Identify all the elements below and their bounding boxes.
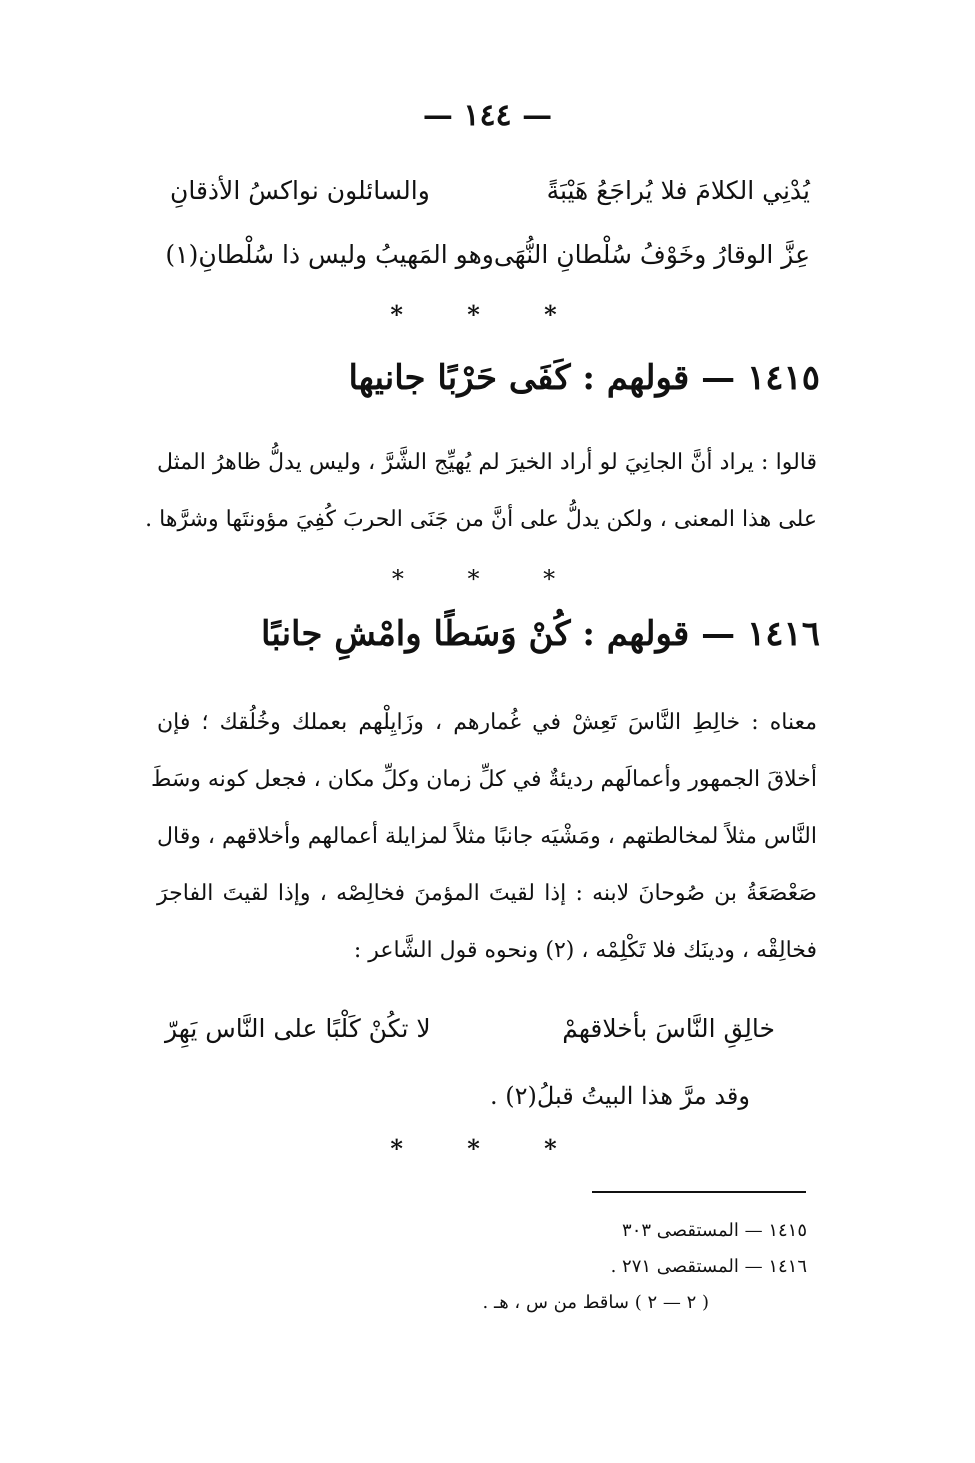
- verse-first-hemistich: خالِقِ النَّاسَ بأخلاقهمْ: [562, 1013, 775, 1043]
- verse-line: [165, 1006, 775, 1050]
- entry-heading-1416: ١٤١٦ — قولهم : كُنْ وَسَطًا وامْشِ جانبًا: [260, 614, 820, 654]
- text-line: قالوا : يراد أنَّ الجانِيَ لو أراد الخيرَ لم يُهيِّج الشَّرَّ ، وليس يدلُّ ظاهرُ المثل: [157, 450, 817, 475]
- section-separator: * * *: [391, 565, 584, 593]
- entry-text-1416: [150, 694, 817, 979]
- text-line: على هذا المعنى ، ولكن يدلُّ على أنَّ من جَنَى الحربَ كُفِيَ مؤونتَها وشرَّها .: [145, 507, 817, 532]
- verse-second-hemistich: لا تكُنْ كَلْبًا على النَّاس يَهِرّ: [165, 1013, 431, 1043]
- verse-second-hemistich: وهو المَهيبُ وليس ذا سُلْطانِ(١): [165, 239, 494, 269]
- text-line: النَّاس مثلاً لمخالطتهم ، ومَشْيَه جانبًا مثلاً لمزايلة أعمالهم وأخلاقهم ، وقال: [157, 824, 817, 849]
- footnote-rule: [592, 1191, 806, 1193]
- verse-first-hemistich: عِزَّ الوقارُ وخَوْفُ سُلْطانِ النُّهَى: [493, 239, 810, 269]
- entry-heading-1415: ١٤١٥ — قولهم : كَفَى حَرْبًا جانيها: [348, 358, 820, 398]
- section-separator: * * *: [390, 300, 585, 329]
- footnote: ١٤١٥ — المستقصى ٣٠٣: [622, 1220, 807, 1241]
- footnote: ( ٢ — ٢ ) ساقط من س ، هـ .: [482, 1292, 709, 1313]
- text-line: فخالِقْه ، ودينَك فلا تَكْلِمْه ، (٢) ونحوه قول الشَّاعر :: [353, 938, 817, 963]
- footnote: ١٤١٦ — المستقصى ٢٧١ .: [610, 1256, 807, 1277]
- page-number: — ١٤٤ —: [422, 98, 553, 133]
- verse-second-hemistich: والسائلون نواكسُ الأذقانِ: [170, 175, 430, 205]
- verse-line: [170, 168, 810, 212]
- entry-text-1415: [145, 434, 817, 548]
- section-separator: * * *: [390, 1134, 585, 1163]
- text-line: صَعْصَعَةُ بن صُوحانَ لابنه : إذا لقيتَ المؤمنَ فخالِصْه ، وإذا لقيتَ الفاجرَ: [157, 881, 817, 906]
- text-line: معناه : خالِطِ النَّاسَ تَعِشْ في غُمارهم ، وزَايِلْهم بعملك وخُلُقك ؛ فإن: [157, 710, 817, 735]
- verse-first-hemistich: يُدْنِي الكلامَ فلا يُراجَعُ هَيْبَةً: [546, 175, 810, 205]
- closing-line: وقد مرَّ هذا البيتُ قبلُ(٢) .: [490, 1082, 750, 1110]
- verse-line: [165, 232, 810, 276]
- text-line: أخلاقَ الجمهور وأعمالَهم رديئةٌ في كلِّ زمان وكلِّ مكان ، فجعل كونه وسَطَ: [150, 767, 817, 792]
